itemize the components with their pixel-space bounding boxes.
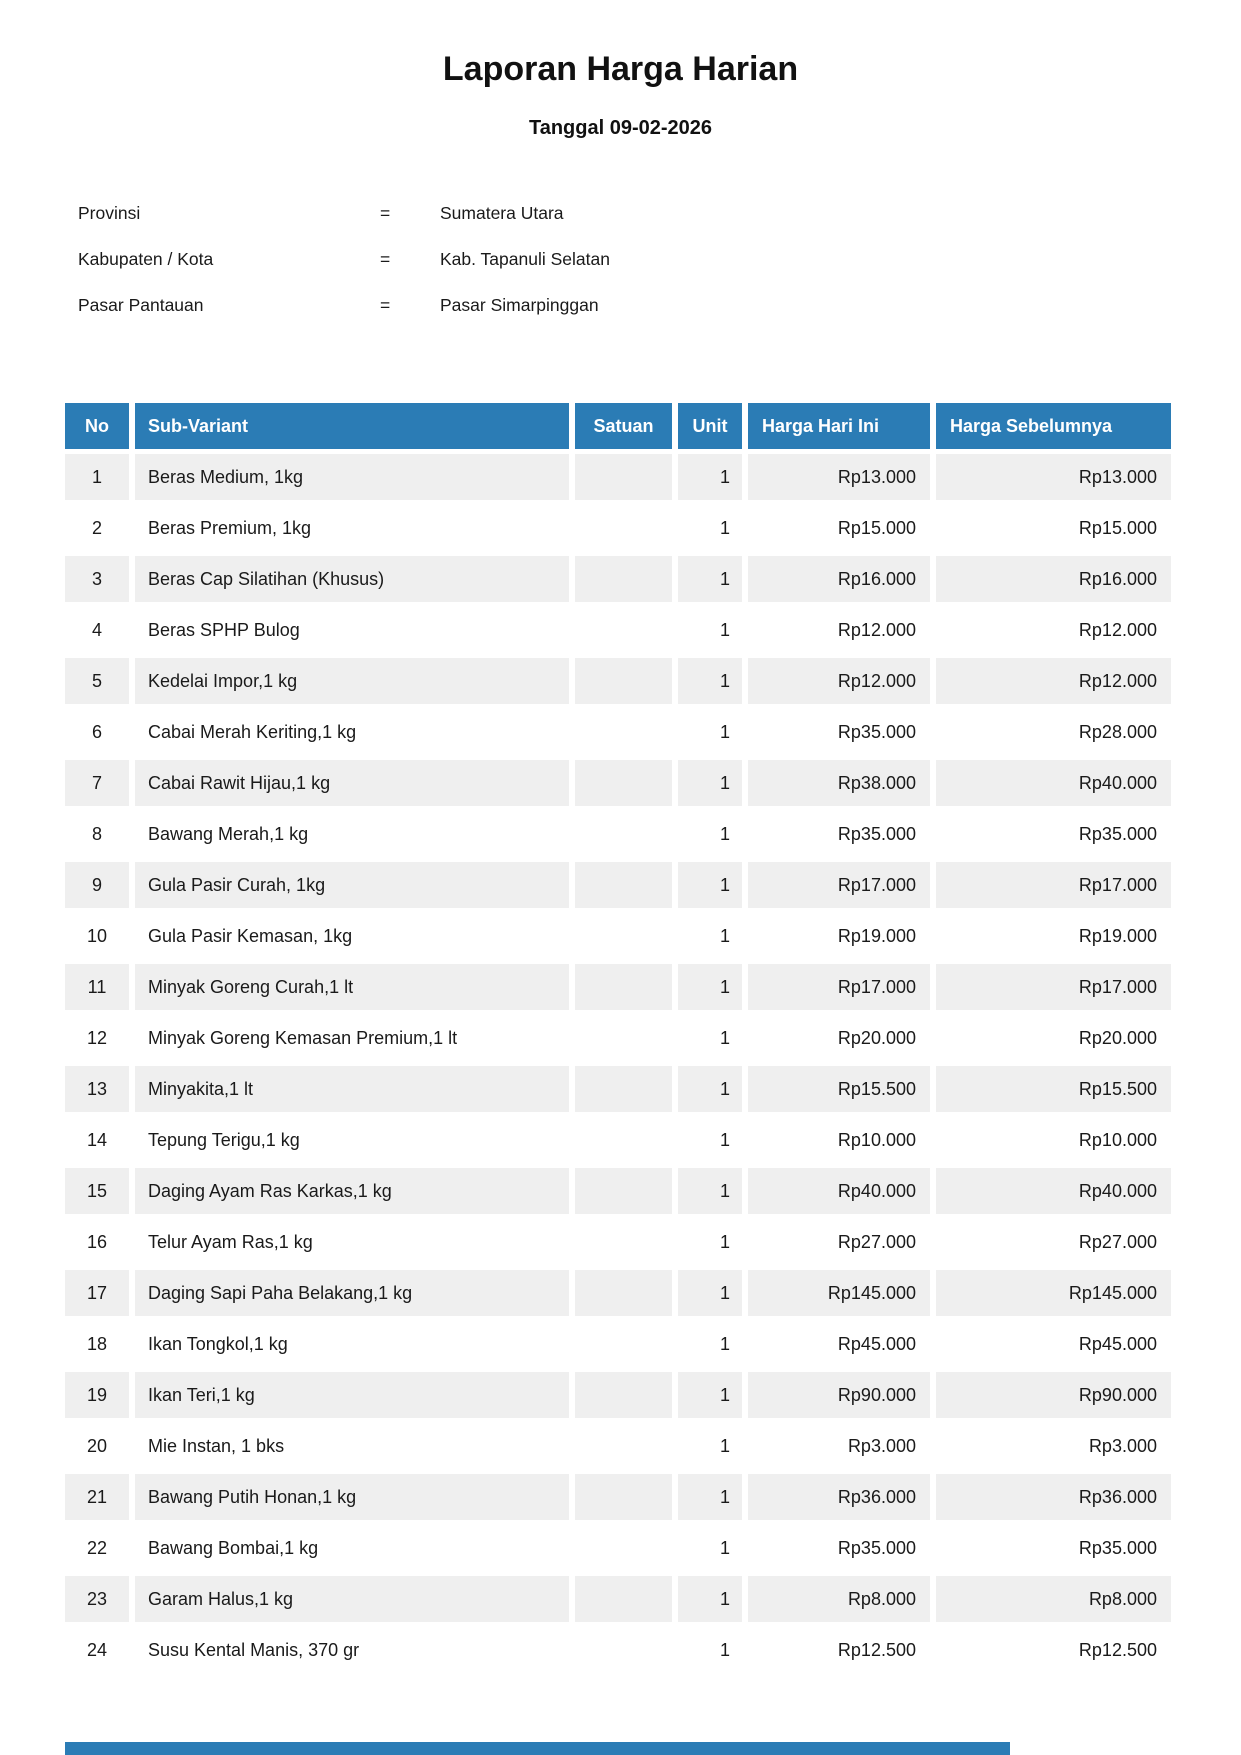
info-row-provinsi <box>78 190 610 236</box>
cell-harga-sebelumnya: Rp90.000 <box>936 1372 1171 1418</box>
cell-sub-variant: Mie Instan, 1 bks <box>135 1423 569 1469</box>
table-header-row <box>65 403 1171 449</box>
cell-unit: 1 <box>678 454 742 500</box>
column-header-harga-sebelumnya: Harga Sebelumnya <box>936 403 1171 449</box>
table-row <box>65 862 1171 908</box>
cell-no: 14 <box>65 1117 129 1163</box>
cell-satuan <box>575 454 672 500</box>
cell-satuan <box>575 964 672 1010</box>
cell-sub-variant: Gula Pasir Curah, 1kg <box>135 862 569 908</box>
cell-harga-sebelumnya: Rp3.000 <box>936 1423 1171 1469</box>
cell-sub-variant: Bawang Bombai,1 kg <box>135 1525 569 1571</box>
cell-sub-variant: Cabai Merah Keriting,1 kg <box>135 709 569 755</box>
cell-unit: 1 <box>678 607 742 653</box>
table-row <box>65 454 1171 500</box>
cell-harga-hari-ini: Rp90.000 <box>748 1372 930 1418</box>
table-row <box>65 1117 1171 1163</box>
equals-sign: = <box>380 248 391 269</box>
info-label-pasar: Pasar Pantauan <box>78 294 204 315</box>
info-value-provinsi: Sumatera Utara <box>440 202 564 223</box>
cell-unit: 1 <box>678 1066 742 1112</box>
column-header-no: No <box>65 403 129 449</box>
cell-harga-hari-ini: Rp35.000 <box>748 811 930 857</box>
cell-sub-variant: Minyak Goreng Kemasan Premium,1 lt <box>135 1015 569 1061</box>
cell-harga-hari-ini: Rp35.000 <box>748 709 930 755</box>
cell-harga-hari-ini: Rp36.000 <box>748 1474 930 1520</box>
table-row <box>65 1525 1171 1571</box>
cell-sub-variant: Beras Cap Silatihan (Khusus) <box>135 556 569 602</box>
cell-satuan <box>575 1270 672 1316</box>
cell-no: 6 <box>65 709 129 755</box>
cell-no: 10 <box>65 913 129 959</box>
cell-no: 12 <box>65 1015 129 1061</box>
table-row <box>65 1474 1171 1520</box>
cell-no: 15 <box>65 1168 129 1214</box>
cell-sub-variant: Beras Premium, 1kg <box>135 505 569 551</box>
cell-harga-sebelumnya: Rp40.000 <box>936 760 1171 806</box>
cell-harga-sebelumnya: Rp12.000 <box>936 607 1171 653</box>
cell-sub-variant: Cabai Rawit Hijau,1 kg <box>135 760 569 806</box>
cell-harga-sebelumnya: Rp20.000 <box>936 1015 1171 1061</box>
table-row <box>65 913 1171 959</box>
cell-sub-variant: Daging Sapi Paha Belakang,1 kg <box>135 1270 569 1316</box>
cell-no: 24 <box>65 1627 129 1673</box>
cell-sub-variant: Minyak Goreng Curah,1 lt <box>135 964 569 1010</box>
cell-harga-hari-ini: Rp45.000 <box>748 1321 930 1367</box>
table-row <box>65 1168 1171 1214</box>
cell-harga-sebelumnya: Rp35.000 <box>936 1525 1171 1571</box>
cell-no: 18 <box>65 1321 129 1367</box>
column-header-satuan: Satuan <box>575 403 672 449</box>
table-row <box>65 1627 1171 1673</box>
cell-sub-variant: Bawang Merah,1 kg <box>135 811 569 857</box>
cell-harga-hari-ini: Rp10.000 <box>748 1117 930 1163</box>
cell-unit: 1 <box>678 658 742 704</box>
cell-harga-sebelumnya: Rp15.500 <box>936 1066 1171 1112</box>
cell-harga-sebelumnya: Rp27.000 <box>936 1219 1171 1265</box>
cell-harga-hari-ini: Rp35.000 <box>748 1525 930 1571</box>
cell-harga-hari-ini: Rp12.000 <box>748 658 930 704</box>
cell-harga-hari-ini: Rp16.000 <box>748 556 930 602</box>
column-header-unit: Unit <box>678 403 742 449</box>
cell-unit: 1 <box>678 709 742 755</box>
cell-harga-sebelumnya: Rp17.000 <box>936 862 1171 908</box>
cell-no: 3 <box>65 556 129 602</box>
price-table <box>59 398 1177 1678</box>
cell-satuan <box>575 1627 672 1673</box>
column-header-harga-hari-ini: Harga Hari Ini <box>748 403 930 449</box>
table-row <box>65 1576 1171 1622</box>
info-value-pasar: Pasar Simarpinggan <box>440 294 599 315</box>
table-row <box>65 607 1171 653</box>
cell-harga-sebelumnya: Rp45.000 <box>936 1321 1171 1367</box>
cell-no: 5 <box>65 658 129 704</box>
cell-no: 4 <box>65 607 129 653</box>
table-row <box>65 1423 1171 1469</box>
table-row <box>65 1270 1171 1316</box>
column-header-sub-variant: Sub-Variant <box>135 403 569 449</box>
cell-satuan <box>575 760 672 806</box>
cell-unit: 1 <box>678 1525 742 1571</box>
cell-unit: 1 <box>678 1219 742 1265</box>
cell-satuan <box>575 505 672 551</box>
cell-satuan <box>575 1423 672 1469</box>
cell-harga-hari-ini: Rp40.000 <box>748 1168 930 1214</box>
cell-harga-hari-ini: Rp12.500 <box>748 1627 930 1673</box>
info-row-pasar <box>78 282 610 328</box>
cell-sub-variant: Ikan Tongkol,1 kg <box>135 1321 569 1367</box>
cell-satuan <box>575 913 672 959</box>
cell-unit: 1 <box>678 964 742 1010</box>
cell-unit: 1 <box>678 1576 742 1622</box>
table-row <box>65 709 1171 755</box>
cell-satuan <box>575 1321 672 1367</box>
cell-unit: 1 <box>678 1474 742 1520</box>
cell-harga-sebelumnya: Rp35.000 <box>936 811 1171 857</box>
cell-satuan <box>575 862 672 908</box>
cell-harga-hari-ini: Rp15.000 <box>748 505 930 551</box>
cell-no: 23 <box>65 1576 129 1622</box>
cell-sub-variant: Daging Ayam Ras Karkas,1 kg <box>135 1168 569 1214</box>
cell-unit: 1 <box>678 505 742 551</box>
cell-sub-variant: Gula Pasir Kemasan, 1kg <box>135 913 569 959</box>
cell-harga-sebelumnya: Rp36.000 <box>936 1474 1171 1520</box>
cell-no: 21 <box>65 1474 129 1520</box>
table-row <box>65 1015 1171 1061</box>
cell-harga-hari-ini: Rp27.000 <box>748 1219 930 1265</box>
cell-harga-hari-ini: Rp145.000 <box>748 1270 930 1316</box>
cell-no: 2 <box>65 505 129 551</box>
cell-harga-hari-ini: Rp17.000 <box>748 964 930 1010</box>
equals-sign: = <box>380 202 391 223</box>
cell-sub-variant: Kedelai Impor,1 kg <box>135 658 569 704</box>
cell-sub-variant: Beras SPHP Bulog <box>135 607 569 653</box>
cell-harga-hari-ini: Rp20.000 <box>748 1015 930 1061</box>
cell-sub-variant: Telur Ayam Ras,1 kg <box>135 1219 569 1265</box>
table-row <box>65 760 1171 806</box>
report-date: Tanggal 09-02-2026 <box>528 117 713 139</box>
cell-satuan <box>575 709 672 755</box>
table-row <box>65 964 1171 1010</box>
cell-sub-variant: Tepung Terigu,1 kg <box>135 1117 569 1163</box>
cell-unit: 1 <box>678 556 742 602</box>
next-page-table-header-sliver <box>65 1742 1010 1755</box>
table-row <box>65 658 1171 704</box>
cell-harga-sebelumnya: Rp40.000 <box>936 1168 1171 1214</box>
cell-unit: 1 <box>678 811 742 857</box>
cell-harga-hari-ini: Rp19.000 <box>748 913 930 959</box>
cell-no: 16 <box>65 1219 129 1265</box>
cell-harga-sebelumnya: Rp28.000 <box>936 709 1171 755</box>
cell-no: 17 <box>65 1270 129 1316</box>
cell-unit: 1 <box>678 1372 742 1418</box>
cell-harga-hari-ini: Rp38.000 <box>748 760 930 806</box>
cell-satuan <box>575 811 672 857</box>
cell-sub-variant: Ikan Teri,1 kg <box>135 1372 569 1418</box>
report-info-block <box>78 190 610 328</box>
cell-harga-sebelumnya: Rp16.000 <box>936 556 1171 602</box>
cell-no: 19 <box>65 1372 129 1418</box>
table-row <box>65 1219 1171 1265</box>
cell-harga-sebelumnya: Rp12.000 <box>936 658 1171 704</box>
cell-satuan <box>575 658 672 704</box>
table-row <box>65 1321 1171 1367</box>
cell-harga-sebelumnya: Rp145.000 <box>936 1270 1171 1316</box>
cell-harga-sebelumnya: Rp10.000 <box>936 1117 1171 1163</box>
cell-unit: 1 <box>678 1627 742 1673</box>
cell-satuan <box>575 1219 672 1265</box>
table-body <box>65 454 1171 1673</box>
cell-harga-hari-ini: Rp15.500 <box>748 1066 930 1112</box>
cell-harga-hari-ini: Rp13.000 <box>748 454 930 500</box>
table-row <box>65 505 1171 551</box>
cell-harga-sebelumnya: Rp19.000 <box>936 913 1171 959</box>
cell-unit: 1 <box>678 1270 742 1316</box>
cell-sub-variant: Garam Halus,1 kg <box>135 1576 569 1622</box>
cell-satuan <box>575 1168 672 1214</box>
cell-satuan <box>575 1525 672 1571</box>
cell-harga-sebelumnya: Rp13.000 <box>936 454 1171 500</box>
cell-unit: 1 <box>678 862 742 908</box>
table-row <box>65 811 1171 857</box>
page-title: Laporan Harga Harian <box>442 50 799 88</box>
cell-harga-hari-ini: Rp12.000 <box>748 607 930 653</box>
cell-no: 7 <box>65 760 129 806</box>
cell-unit: 1 <box>678 913 742 959</box>
info-value-kabupaten: Kab. Tapanuli Selatan <box>440 248 610 269</box>
cell-harga-hari-ini: Rp3.000 <box>748 1423 930 1469</box>
cell-sub-variant: Minyakita,1 lt <box>135 1066 569 1112</box>
info-label-kabupaten: Kabupaten / Kota <box>78 248 214 269</box>
cell-unit: 1 <box>678 1168 742 1214</box>
cell-satuan <box>575 1117 672 1163</box>
cell-no: 22 <box>65 1525 129 1571</box>
cell-harga-sebelumnya: Rp15.000 <box>936 505 1171 551</box>
table-row <box>65 1372 1171 1418</box>
cell-unit: 1 <box>678 1015 742 1061</box>
cell-no: 20 <box>65 1423 129 1469</box>
cell-unit: 1 <box>678 1117 742 1163</box>
cell-harga-sebelumnya: Rp12.500 <box>936 1627 1171 1673</box>
cell-sub-variant: Bawang Putih Honan,1 kg <box>135 1474 569 1520</box>
cell-satuan <box>575 556 672 602</box>
cell-sub-variant: Susu Kental Manis, 370 gr <box>135 1627 569 1673</box>
cell-sub-variant: Beras Medium, 1kg <box>135 454 569 500</box>
cell-unit: 1 <box>678 1423 742 1469</box>
cell-satuan <box>575 1474 672 1520</box>
cell-unit: 1 <box>678 1321 742 1367</box>
cell-unit: 1 <box>678 760 742 806</box>
cell-no: 8 <box>65 811 129 857</box>
cell-harga-sebelumnya: Rp17.000 <box>936 964 1171 1010</box>
cell-satuan <box>575 607 672 653</box>
info-row-kabupaten <box>78 236 610 282</box>
table-row <box>65 1066 1171 1112</box>
cell-harga-hari-ini: Rp8.000 <box>748 1576 930 1622</box>
cell-no: 9 <box>65 862 129 908</box>
cell-harga-hari-ini: Rp17.000 <box>748 862 930 908</box>
cell-satuan <box>575 1066 672 1112</box>
equals-sign: = <box>380 294 391 315</box>
cell-satuan <box>575 1015 672 1061</box>
cell-harga-sebelumnya: Rp8.000 <box>936 1576 1171 1622</box>
cell-no: 1 <box>65 454 129 500</box>
cell-satuan <box>575 1576 672 1622</box>
cell-satuan <box>575 1372 672 1418</box>
info-label-provinsi: Provinsi <box>78 202 141 223</box>
cell-no: 11 <box>65 964 129 1010</box>
cell-no: 13 <box>65 1066 129 1112</box>
table-row <box>65 556 1171 602</box>
